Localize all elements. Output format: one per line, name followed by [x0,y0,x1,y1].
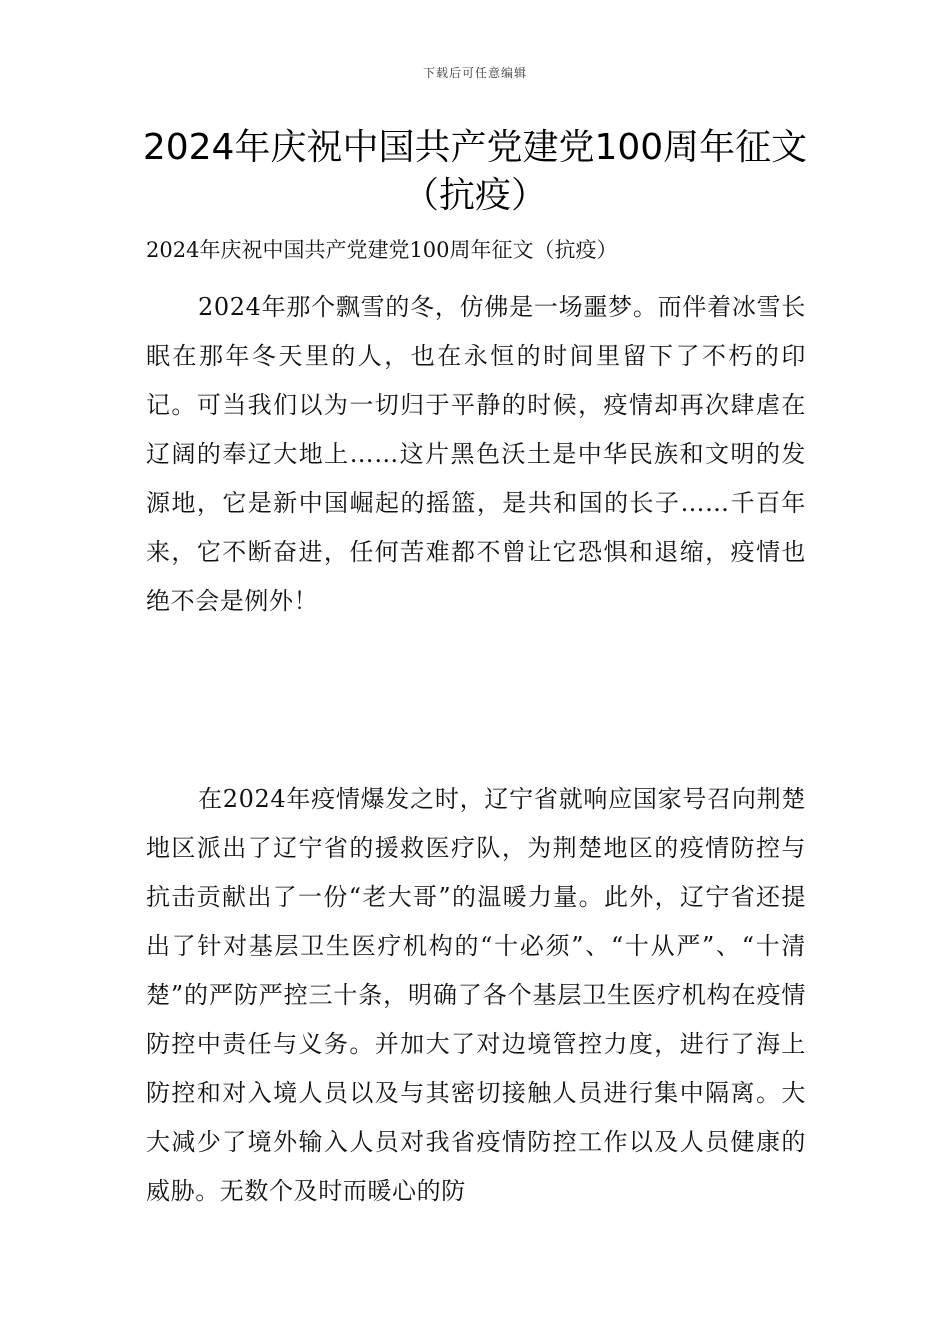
document-title [120,124,830,220]
header-note: 下载后可任意编辑 [422,66,527,80]
title-line-2: （抗疫） [402,175,547,216]
paragraph: 2024年那个飘雪的冬，仿佛是一场噩梦。而伴着冰雪长眠在那年冬天里的人，也在永恒的时间里留下了不朽的印记。可当我们以为一切归于平静的时候，疫情却再次肆虐在辽阔的奉辽大地上……这片黑色沃土是中华民族和文明的发源地，它是新中国崛起的摇篮，是共和国的长子……千百年来，它不断奋进，任何苦难都不曾让它恐惧和退缩，疫情也绝不会是例外！ [146,293,806,615]
paragraph: 在2024年疫情爆发之时，辽宁省就响应国家号召向荆楚地区派出了辽宁省的援救医疗队，为荆楚地区的疫情防控与抗击贡献出了一份“老大哥”的温暖力量。此外，辽宁省还提出了针对基层卫生医疗机构的“十必须”、“十从严”、“十清楚”的严防严控三十条，明确了各个基层卫生医疗机构在疫情防控中责任与义务。并加大了对边境管控力度，进行了海上防控和对入境人员以及与其密切接触人员进行集中隔离。大大减少了境外输入人员对我省疫情防控工作以及人员健康的威胁。无数个及时而暖心的防 [146,785,806,1205]
document-subtitle: 2024年庆祝中国共产党建党100周年征文（抗疫） [146,238,618,262]
title-line-1: 2024年庆祝中国共产党建党100周年征文 [142,127,808,168]
